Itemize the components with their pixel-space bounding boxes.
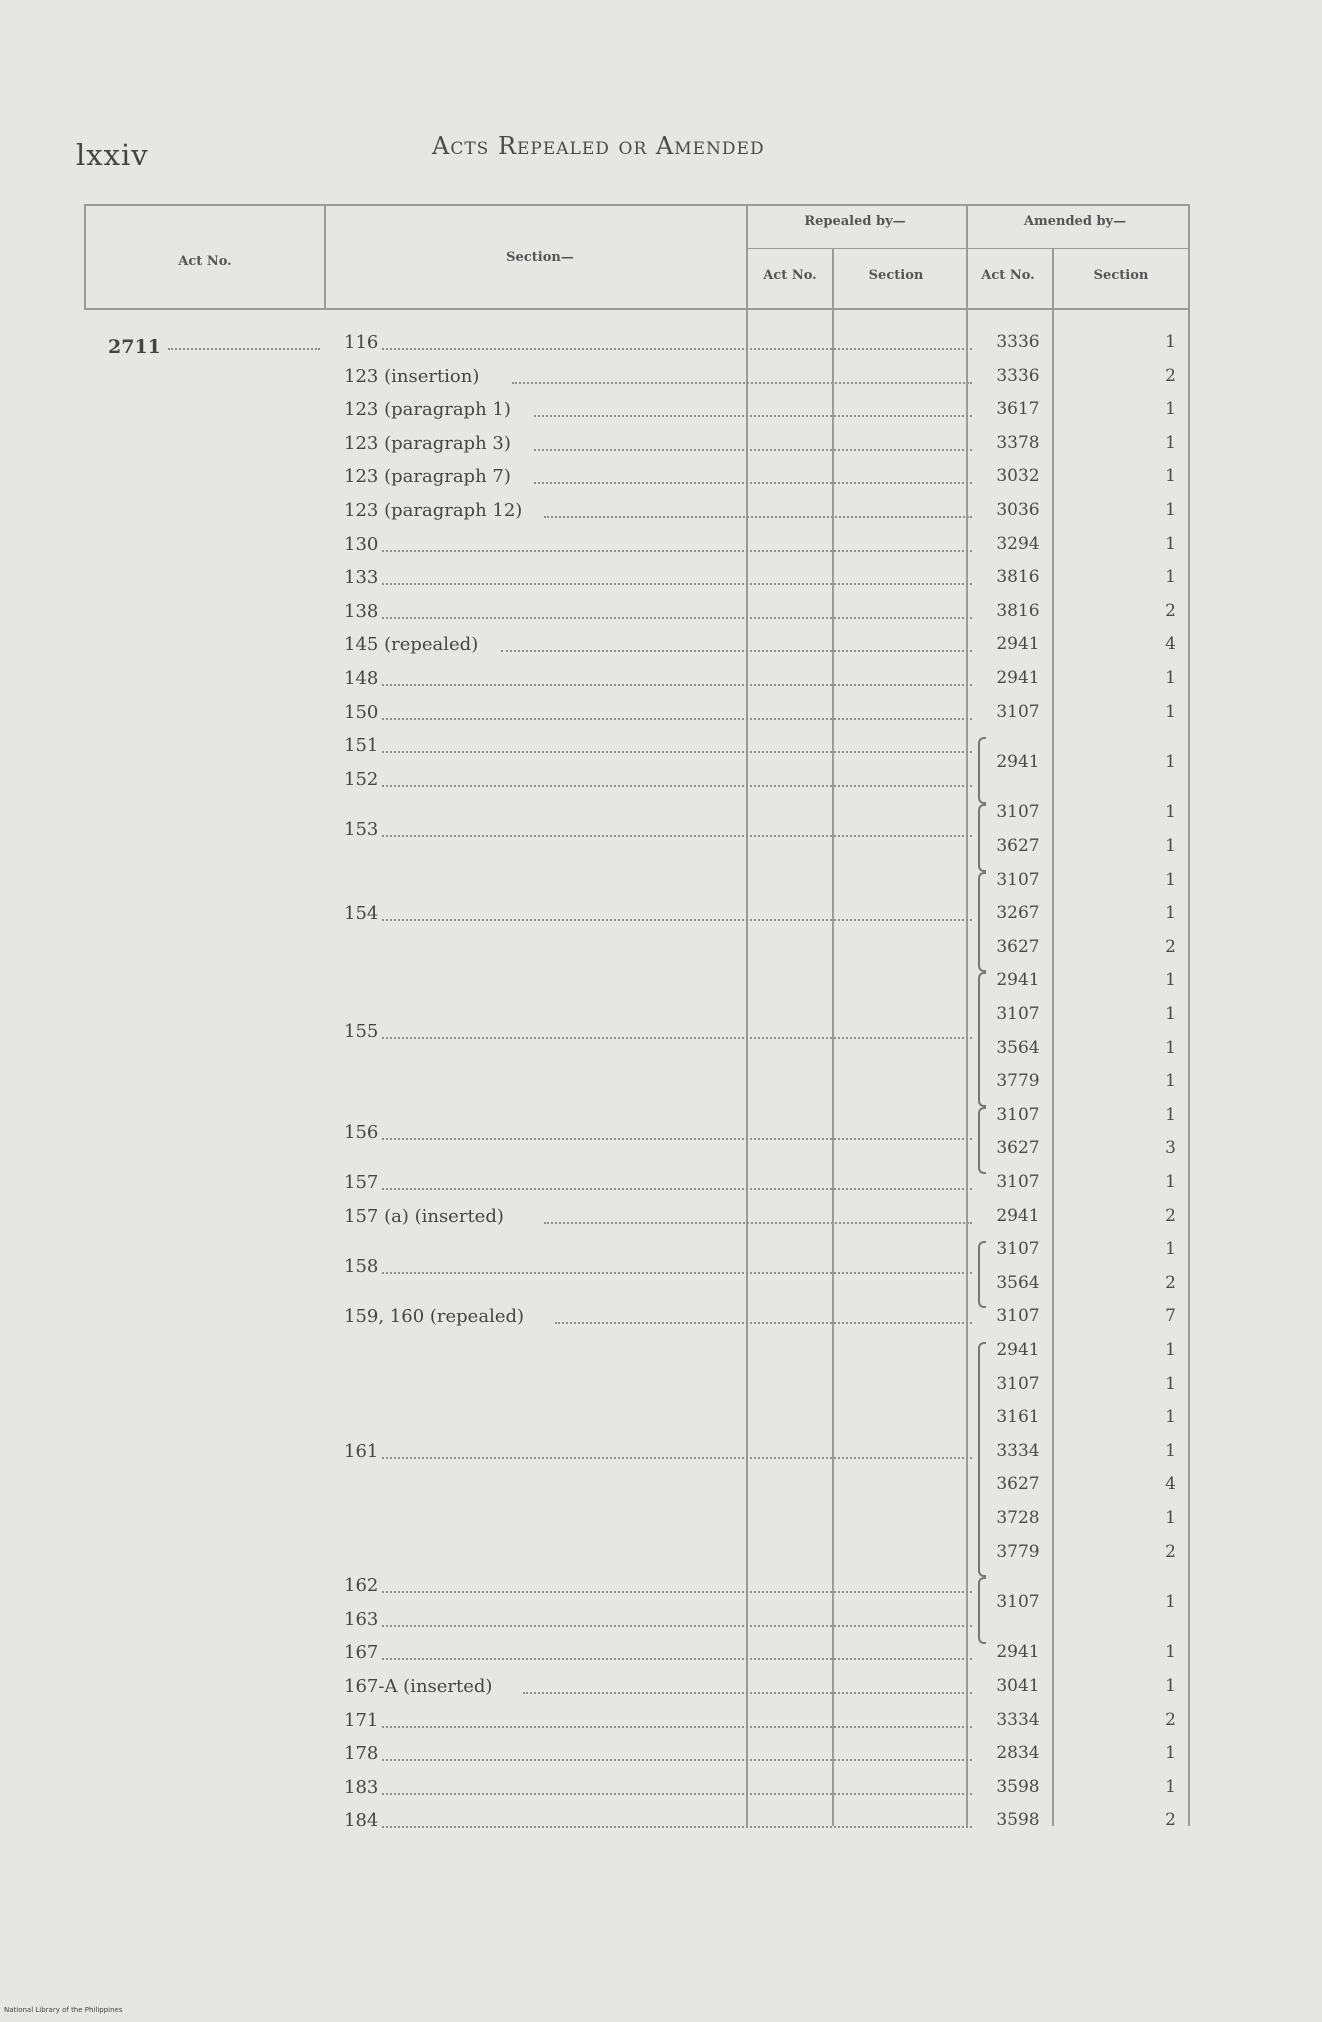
amended-act-no: 3598 xyxy=(996,1776,1040,1797)
amended-act-no: 3267 xyxy=(996,903,1040,924)
col-rule-4 xyxy=(966,204,968,1826)
section-cell: 153 xyxy=(344,819,379,841)
header-amd-section: Section xyxy=(1093,268,1149,283)
section-leader-dots xyxy=(382,583,972,585)
section-cell: 123 (paragraph 3) xyxy=(344,432,511,454)
amended-section: 1 xyxy=(1165,1071,1176,1092)
amended-section: 1 xyxy=(1165,1407,1176,1428)
amended-act-no: 2941 xyxy=(996,634,1040,655)
amended-act-no: 3107 xyxy=(996,802,1040,823)
amended-act-no: 3294 xyxy=(996,533,1040,554)
amended-section: 1 xyxy=(1165,903,1176,924)
amended-act-no: 2941 xyxy=(996,970,1040,991)
section-cell: 155 xyxy=(344,1020,379,1042)
header-amd-act-no: Act No. xyxy=(981,268,1035,283)
amended-section: 2 xyxy=(1165,1272,1176,1293)
header-section: Section— xyxy=(506,250,574,265)
section-cell: 123 (paragraph 1) xyxy=(344,399,511,421)
amended-section: 1 xyxy=(1165,1440,1176,1461)
amended-act-no: 3627 xyxy=(996,836,1040,856)
section-leader-dots xyxy=(382,348,972,350)
header-act-no: Act No. xyxy=(178,254,232,269)
section-leader-dots xyxy=(501,650,972,652)
amended-act-no: 3564 xyxy=(996,1272,1040,1293)
amended-section: 2 xyxy=(1165,1810,1176,1831)
amended-section: 1 xyxy=(1165,802,1176,823)
amended-act-no: 2941 xyxy=(996,1205,1040,1226)
amended-section: 2 xyxy=(1165,1541,1176,1562)
grouping-brace xyxy=(978,804,986,871)
col-rule-0 xyxy=(84,204,86,310)
amended-act-no: 3041 xyxy=(996,1676,1040,1696)
footer-credit: National Library of the Philippines xyxy=(4,2006,123,2014)
section-cell: 148 xyxy=(344,668,379,689)
section-cell: 152 xyxy=(344,768,379,790)
section-leader-dots xyxy=(382,684,972,686)
section-cell: 151 xyxy=(344,735,379,757)
repealed-subheader-rule xyxy=(748,248,1188,249)
section-leader-dots xyxy=(382,785,972,787)
header-rep-act-no: Act No. xyxy=(763,268,817,283)
grouping-brace xyxy=(978,1577,986,1644)
amended-act-no: 3107 xyxy=(996,1592,1040,1612)
amended-section: 1 xyxy=(1165,1642,1176,1663)
section-leader-dots xyxy=(382,1272,972,1274)
section-cell: 138 xyxy=(344,600,379,622)
section-leader-dots xyxy=(544,1222,972,1224)
section-leader-dots xyxy=(382,718,972,720)
amended-act-no: 3598 xyxy=(996,1810,1040,1831)
header-rep-section: Section xyxy=(868,268,924,283)
section-leader-dots xyxy=(382,1457,972,1459)
section-leader-dots xyxy=(382,1591,972,1593)
section-cell: 162 xyxy=(344,1575,379,1597)
grouping-brace xyxy=(978,1241,986,1308)
amended-act-no: 3107 xyxy=(996,1306,1040,1327)
amended-section: 1 xyxy=(1165,567,1176,588)
amended-section: 2 xyxy=(1165,1709,1176,1730)
grouping-brace xyxy=(978,1107,986,1174)
amended-act-no: 3564 xyxy=(996,1037,1040,1058)
amended-act-no: 3107 xyxy=(996,1172,1040,1192)
amended-section: 1 xyxy=(1165,869,1176,890)
amended-section: 1 xyxy=(1165,466,1176,487)
section-leader-dots xyxy=(555,1322,972,1324)
section-leader-dots xyxy=(534,415,972,417)
amended-act-no: 3161 xyxy=(996,1407,1040,1428)
section-leader-dots xyxy=(382,550,972,552)
section-leader-dots xyxy=(382,1037,972,1039)
amended-section: 1 xyxy=(1165,752,1176,772)
section-cell: 150 xyxy=(344,701,379,723)
section-cell: 159, 160 (repealed) xyxy=(344,1306,525,1328)
section-cell: 145 (repealed) xyxy=(344,634,479,656)
section-leader-dots xyxy=(382,1138,972,1140)
col-rule-2 xyxy=(746,204,748,1826)
section-cell: 184 xyxy=(344,1810,379,1832)
amended-act-no: 2941 xyxy=(996,1642,1040,1663)
section-cell: 123 (paragraph 7) xyxy=(344,466,511,488)
amended-section: 1 xyxy=(1165,500,1176,520)
col-rule-6 xyxy=(1188,204,1190,1826)
amended-section: 2 xyxy=(1165,936,1176,957)
section-leader-dots xyxy=(534,449,972,451)
col-rule-5 xyxy=(1052,248,1054,1826)
amended-section: 7 xyxy=(1165,1306,1176,1327)
page-number: lxxiv xyxy=(76,138,149,172)
section-cell: 171 xyxy=(344,1709,379,1731)
grouping-brace xyxy=(978,737,986,804)
amended-act-no: 3334 xyxy=(996,1440,1040,1461)
section-cell: 156 xyxy=(344,1121,379,1143)
table-top-rule xyxy=(84,204,1188,206)
act-no-value: 2711 xyxy=(108,336,161,358)
amended-section: 2 xyxy=(1165,600,1176,621)
amended-act-no: 3336 xyxy=(996,332,1040,352)
amended-section: 1 xyxy=(1165,668,1176,688)
section-leader-dots xyxy=(382,1826,972,1828)
amended-act-no: 3336 xyxy=(996,365,1040,386)
amended-section: 2 xyxy=(1165,365,1176,386)
amended-section: 1 xyxy=(1165,1004,1176,1024)
amended-section: 1 xyxy=(1165,533,1176,554)
amended-act-no: 3779 xyxy=(996,1071,1040,1092)
section-leader-dots xyxy=(544,516,972,518)
amended-section: 1 xyxy=(1165,970,1176,991)
amended-act-no: 3107 xyxy=(996,1004,1040,1024)
section-cell: 154 xyxy=(344,903,379,925)
amended-act-no: 3107 xyxy=(996,869,1040,890)
amended-act-no: 3107 xyxy=(996,701,1040,722)
section-leader-dots xyxy=(382,1658,972,1660)
section-cell: 167 xyxy=(344,1642,379,1664)
section-cell: 133 xyxy=(344,567,379,589)
section-cell: 163 xyxy=(344,1608,379,1630)
amended-section: 1 xyxy=(1165,1340,1176,1360)
amended-act-no: 3107 xyxy=(996,1239,1040,1260)
section-leader-dots xyxy=(512,382,972,384)
amended-act-no: 3779 xyxy=(996,1541,1040,1562)
amended-section: 1 xyxy=(1165,1172,1176,1192)
amended-act-no: 3334 xyxy=(996,1709,1040,1730)
amended-section: 1 xyxy=(1165,1104,1176,1125)
section-cell: 123 (paragraph 12) xyxy=(344,500,523,521)
amended-section: 1 xyxy=(1165,1676,1176,1696)
amended-section: 1 xyxy=(1165,1373,1176,1394)
section-leader-dots xyxy=(382,617,972,619)
amended-section: 1 xyxy=(1165,1592,1176,1612)
amended-act-no: 3107 xyxy=(996,1373,1040,1394)
section-cell: 158 xyxy=(344,1256,379,1277)
amended-act-no: 3378 xyxy=(996,432,1040,453)
grouping-brace xyxy=(978,1342,986,1577)
section-cell: 178 xyxy=(344,1743,379,1765)
header-amended-by: Amended by— xyxy=(1023,214,1127,229)
section-leader-dots xyxy=(382,1188,972,1190)
amended-act-no: 3032 xyxy=(996,466,1040,487)
amended-section: 4 xyxy=(1165,1474,1176,1495)
grouping-brace xyxy=(978,972,986,1106)
col-rule-1 xyxy=(324,204,326,310)
section-leader-dots xyxy=(382,1625,972,1627)
amended-section: 1 xyxy=(1165,1239,1176,1260)
amended-act-no: 3627 xyxy=(996,1474,1040,1495)
amended-section: 3 xyxy=(1165,1138,1176,1159)
section-leader-dots xyxy=(382,1759,972,1761)
page-title: Acts Repealed or Amended xyxy=(432,132,765,160)
amended-section: 1 xyxy=(1165,836,1176,856)
amended-act-no: 2941 xyxy=(996,1340,1040,1360)
amended-section: 2 xyxy=(1165,1205,1176,1226)
section-cell: 167-A (inserted) xyxy=(344,1676,493,1697)
amended-act-no: 3617 xyxy=(996,399,1040,420)
amended-act-no: 3107 xyxy=(996,1104,1040,1125)
section-cell: 157 (a) (inserted) xyxy=(344,1205,504,1227)
grouping-brace xyxy=(978,872,986,973)
amended-section: 1 xyxy=(1165,1776,1176,1797)
amended-act-no: 3728 xyxy=(996,1508,1040,1528)
amended-act-no: 2834 xyxy=(996,1743,1040,1764)
section-cell: 130 xyxy=(344,533,379,555)
amended-section: 1 xyxy=(1165,432,1176,453)
section-cell: 183 xyxy=(344,1776,379,1798)
amended-act-no: 3816 xyxy=(996,567,1040,588)
section-cell: 123 (insertion) xyxy=(344,365,480,387)
amended-section: 1 xyxy=(1165,1508,1176,1528)
amended-section: 1 xyxy=(1165,332,1176,352)
section-cell: 157 xyxy=(344,1172,379,1193)
amended-act-no: 2941 xyxy=(996,668,1040,688)
amended-section: 1 xyxy=(1165,1743,1176,1764)
section-leader-dots xyxy=(523,1692,972,1694)
section-leader-dots xyxy=(382,1793,972,1795)
amended-section: 1 xyxy=(1165,1037,1176,1058)
section-leader-dots xyxy=(382,919,972,921)
amended-act-no: 3627 xyxy=(996,936,1040,957)
act-no-leader xyxy=(168,348,320,350)
amended-section: 4 xyxy=(1165,634,1176,655)
amended-act-no: 3627 xyxy=(996,1138,1040,1159)
section-leader-dots xyxy=(382,835,972,837)
section-leader-dots xyxy=(382,1726,972,1728)
amended-act-no: 3036 xyxy=(996,500,1040,520)
amended-act-no: 2941 xyxy=(996,752,1040,772)
section-leader-dots xyxy=(534,482,972,484)
header-repealed-by: Repealed by— xyxy=(804,214,906,229)
amended-act-no: 3816 xyxy=(996,600,1040,621)
table-header-bottom-rule xyxy=(84,308,1188,310)
amended-section: 1 xyxy=(1165,399,1176,420)
amended-section: 1 xyxy=(1165,701,1176,722)
section-cell: 161 xyxy=(344,1440,379,1462)
section-leader-dots xyxy=(382,751,972,753)
section-cell: 116 xyxy=(344,332,379,353)
